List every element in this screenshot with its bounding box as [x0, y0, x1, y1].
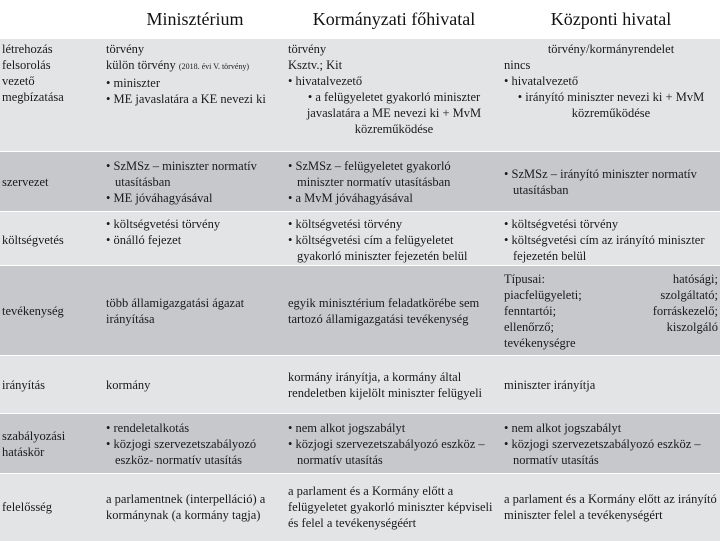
- row-label-regulatory-power: [0, 414, 104, 474]
- cell-govoffice-regulatory: [286, 414, 502, 474]
- label-line: felsorolás: [2, 58, 51, 72]
- header-government-office: Kormányzati főhivatal: [312, 8, 476, 29]
- law-reference: (2018. évi V. törvény): [178, 62, 250, 71]
- cell-centraloffice-budget: [502, 212, 720, 266]
- cell-govoffice-budget: [286, 212, 502, 266]
- cell-line: törvény: [106, 42, 145, 56]
- header-central-office: Központi hivatal: [550, 8, 672, 29]
- bullet-item: • a felügyeletet gyakorló miniszter javaslatára a ME nevezi ki + MvM közreműködése: [306, 90, 482, 136]
- cell-ministry-responsibility: a parlamentnek (interpelláció) a kormánynak (a kormány tagja): [104, 474, 286, 541]
- bullet-item: • közjogi szervezetszabályozó eszköz – normatív utasítás: [288, 436, 485, 467]
- row-responsibility: [0, 474, 720, 541]
- cell-centraloffice-establishment: [502, 39, 720, 152]
- cell-ministry-regulatory: [104, 414, 286, 474]
- cell-centraloffice-activity: [502, 266, 720, 356]
- bullet-item: • SzMSz – miniszter normatív utasításban: [106, 158, 257, 189]
- row-label-activity: tevékenység: [0, 266, 104, 356]
- cell-ministry-establishment: [104, 39, 286, 152]
- bullet-item: • közjogi szervezetszabályozó eszköz- normatív utasítás: [106, 436, 257, 467]
- bullet-item: • költségvetési cím a felügyeletet gyakorló miniszter fejezetén belül: [288, 233, 468, 263]
- cell-centraloffice-responsibility: a parlament és a Kormány előtt az irányító miniszter felel a tevékenységért: [502, 474, 720, 541]
- row-label-direction: irányítás: [0, 356, 104, 414]
- bullet-item: • ME jóváhagyásával: [106, 190, 213, 205]
- bullet-item: • a MvM jóváhagyásával: [288, 190, 413, 205]
- cell-centraloffice-organization: [502, 152, 720, 212]
- cell-govoffice-direction: kormány irányítja, a kormány által rendeletben kijelölt miniszter felügyeli: [286, 356, 502, 414]
- cell-ministry-direction: kormány: [104, 356, 286, 414]
- row-label-budget: költségvetés: [0, 212, 104, 266]
- bullet-item: • költségvetési cím az irányító miniszter fejezetén belül: [504, 233, 705, 263]
- bullet-item: • SzMSz – felügyeletet gyakorló miniszter normatív utasításban: [288, 158, 451, 189]
- cell-govoffice-responsibility: a parlament és a Kormány előtt a felügyeletet gyakorló miniszter képviseli és felel a tevékenységéért: [286, 474, 502, 541]
- cell-line: törvény/kormányrendelet: [547, 42, 675, 56]
- cell-ministry-activity: több államigazgatási ágazat irányítása: [104, 266, 286, 356]
- label-line: vezető: [2, 74, 35, 88]
- label-line: létrehozás: [2, 42, 53, 56]
- bullet-item: • ME javaslatára a KE nevezi ki: [106, 92, 266, 106]
- bullet-item: • irányító miniszter nevezi ki + MvM közreműködése: [517, 90, 705, 120]
- bullet-item: • rendeletalkotás: [106, 420, 190, 435]
- cell-govoffice-establishment: [286, 39, 502, 152]
- cell-ministry-budget: [104, 212, 286, 266]
- row-activity: [0, 266, 720, 356]
- label-line: megbízatása: [2, 90, 64, 104]
- activity-type-line: fenntartói; forráskezelő;: [504, 303, 718, 318]
- cell-line: nincs: [504, 58, 531, 72]
- cell-centraloffice-regulatory: [502, 414, 720, 474]
- bullet-item: • nem alkot jogszabályt: [504, 420, 622, 435]
- bullet-item: • költségvetési törvény: [504, 217, 619, 231]
- row-budget: [0, 212, 720, 266]
- row-organization: [0, 152, 720, 212]
- cell-ministry-organization: [104, 152, 286, 212]
- row-establishment: [0, 39, 720, 152]
- row-regulatory-power: [0, 414, 720, 474]
- cell-line: törvény: [288, 42, 327, 56]
- label-line: szabályozási: [2, 428, 66, 443]
- row-label-responsibility: felelősség: [0, 474, 104, 541]
- row-label-establishment: [0, 39, 104, 152]
- cell-line: • miniszter: [106, 76, 161, 90]
- row-label-organization: szervezet: [0, 152, 104, 212]
- bullet-item: • nem alkot jogszabályt: [288, 420, 406, 435]
- activity-type-line: Típusai: hatósági;: [504, 271, 718, 286]
- cell-text: külön törvény: [106, 58, 176, 72]
- cell-govoffice-activity: egyik minisztérium feladatkörébe sem tartozó államigazgatási tevékenység: [286, 266, 502, 356]
- bullet-item: • közjogi szervezetszabályozó eszköz – normatív utasítás: [504, 436, 701, 467]
- cell-govoffice-organization: [286, 152, 502, 212]
- bullet-item: • költségvetési törvény: [288, 217, 403, 231]
- cell-centraloffice-direction: miniszter irányítja: [502, 356, 720, 414]
- cell-line: Ksztv.; Kit: [288, 58, 343, 72]
- cell-line: [106, 57, 284, 75]
- cell-line: • hivatalvezető: [288, 74, 363, 88]
- activity-type-line: tevékenységre: [504, 335, 576, 350]
- row-direction: [0, 356, 720, 414]
- bullet-item: • önálló fejezet: [106, 233, 182, 247]
- bullet-item: • SzMSz – irányító miniszter normatív utasításban: [504, 166, 697, 197]
- cell-line: • hivatalvezető: [504, 74, 579, 88]
- header-ministry: Minisztérium: [146, 8, 244, 29]
- activity-type-line: piacfelügyeleti; szolgáltató;: [504, 287, 718, 302]
- bullet-item: • költségvetési törvény: [106, 217, 221, 231]
- comparison-table: [0, 38, 720, 541]
- label-line: hatáskör: [2, 444, 45, 459]
- activity-type-line: ellenőrző; kiszolgáló: [504, 319, 718, 334]
